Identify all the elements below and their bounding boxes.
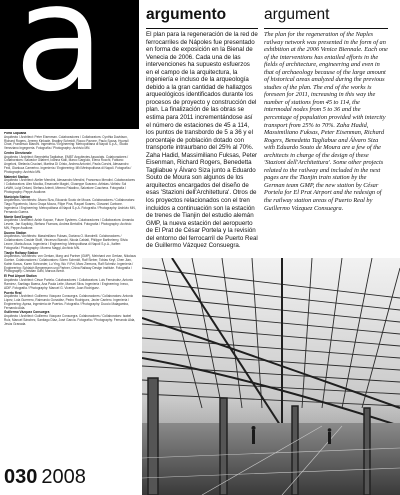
- credit-title: Puerto Real: [4, 290, 22, 295]
- credit-text: Arquitecto / Architect: Peter Eisenman. Colaboradores / Collaborators: Cynthia Davidson, Richard Rogers, Jeremy Kinkade, Bradley Schmidt, Rocco Pavone, Paulo Sousa, Hyunsil Chae, Francesco Bianchi. Ingeniería / Engineering: Metropolitana di Napoli S.p.A., Studio Veneziano Ingegneria. Fotografía / Photography: Archivio MN.: [4, 134, 129, 150]
- section-letter: a: [14, 0, 105, 124]
- credit-entry: [4, 196, 136, 215]
- credit-entry: [4, 275, 136, 290]
- credit-text: Arquitectos / Architects: Massimiliano Fuksas, Doriana O. Mandrelli. Colaboradores / Collaborators: Davide Stolfi, Vincenzo Bianchi, Nicola Cabiati, Philippe Barthelemy, Silvia Leone, Marta Aroca. Ingeniería / Engineering: Metropolitana di Napoli S.p.A., Italferr. Fotografía / Photography: Moreno Maggi, Archivio MN.: [4, 234, 128, 250]
- body-text-spanish: El plan para la regeneración de la red de ferrocarriles de Nápoles fue presentado en forma de exposición en la Bienal de Venecia de 2006. Cada una de las intervenciones ha supuesto esfuerzos en el campo de la arquitectura, la ingeniería e incluso de la arqueología debido a la gran cantidad de hallazgos arqueológicos identificados durante los procesos de proyecto y construcción del plan. La finalización de las obras se estima para 2011 incrementándose así el número de estaciones de 45 a 114, los puntos de transbordo de 5 a 36 y el porcentaje de población dotado con transporte intraurbano del 25% al 70%. Zaha Hadid, Massimiliano Fuksas, Peter Eisenman, Richard Rogers, Benedetta Tagliabue y Álvaro Siza junto a Eduardo Souto de Moura son algunos de los arquitectos encargados del diseño de esas 'Stazioni dell'Architettura'. Otros de los proyectos relacionados con el tren incluidos a continuación son la estación de trenes de Tianjin del estudio alemán GMP, la nueva estación del aeropuerto de El Prat de César Portela y la revisión del entorno del ferrocarril de Puerto Real de Guillermo Vázquez Consuegra.: [146, 31, 258, 250]
- credit-text: Arquitecto / Architect: Anish Kapoor, Future Systems. Colaboradores / Collaborators: Amanda Levete, Jan Kaplicky, Stefano Fiumara, Andrea Bertollini. Fotografía / Photography: Archivio MN, Peppe Avallone.: [4, 218, 134, 230]
- credit-entry: [4, 132, 136, 151]
- credit-title: Duomo Station: [4, 230, 27, 235]
- photo-illustration: [142, 258, 400, 495]
- credit-text: Arquitectos / Architects: Álvaro Siza, Eduardo Souto de Moura. Colaboradores / Collaborators: Tiago Figueiredo, Nuno Graça Moura, Filipe Pina, Raquel Soares, Giovanni Carbone. Ingeniería / Engineering: Metropolitana di Napoli S.p.A. Fotografía / Photography: Archivio MN, Fernando Guerra.: [4, 198, 136, 214]
- credit-title: Porta Capuana: [4, 132, 27, 135]
- title-rule-english: [264, 28, 388, 29]
- page-footer: [4, 466, 86, 488]
- credit-entry: [4, 252, 136, 275]
- credit-title: Centro Direzionale: [4, 150, 32, 155]
- title-rule-spanish: [146, 28, 258, 29]
- issue-year: 2008: [41, 466, 86, 488]
- credit-text: Arquitecto / Architect: César Portela. Colaboradores / Collaborators: Luis Fernández, Antonio Ramírez, Santiago Baena, Ana Paula Leite, Manuel Silva. Ingeniería / Engineering: Ineco, ADIF. Fotografía / Photography: Manuel G. Vicente, Juan Rodríguez.: [4, 278, 134, 290]
- station-interior-photo: [142, 258, 400, 495]
- credit-text: Arquitecto / Architect: Guillermo Vázquez Consuegra. Colaboradores / Collaborators: Isabel Ruiz, Manuel Sánchez, Santiago Díaz, José García. Fotografía / Photography: Fernando Alda, Jesús Granada.: [4, 314, 136, 326]
- body-text-english: The plan for the regeneration of the Naples railway network was presented in the form of an exhibition at the 2006 Venice Biennale. Each one of the interventions has entailed efforts in the fields of architecture, engineering and even in that of archaeology because of the large amount of historical areas analyzed during the previous studies of the plan. The end of the works is foreseen for 2011, increasing in this way the number of stations from 45 to 114, the intermodal nodes from 5 to 36 and the percentage of population provided with intercity transport from 25% to 70%. Zaha Hadid, Massimiliano Fuksas, Peter Eisenman, Richard Rogers, Benedetta Tagliabue and Álvaro Siza with Eduardo Souto de Moura are a few of the architects in charge of the design of these 'Stazioni dell'Architettura'. Some other projects related to the railway and included in the next pages are the Tianjin train station by the German team GMP, the new station by César Portela for El Prat Airport and the redesign of the railway station areas of Puerto Real by Guillermo Vázquez Consuegra.: [264, 31, 388, 212]
- credit-entry: [4, 152, 136, 175]
- credit-entry: [4, 216, 136, 231]
- credit-entry: [4, 232, 136, 251]
- title-spanish: argumento: [146, 6, 227, 23]
- credit-text: Arquitecto / Architect: Atelier Mendini, Alessandro Mendini, Francesco Mendini. Colaboradores / Collaborators: Alex Mocika, Emanuele Magini, Giuseppe Scarano. Artistas / Artists: Sol LeWitt, Luigi Ontani, Stefano Arienti, Mimmo Paladino, Salvatore Cuschera. Fotografía / Photography: Peppe Avallone.: [4, 178, 135, 194]
- section-letter-block: [0, 0, 139, 129]
- credit-text: Arquitecto / Architect: Benedetta Tagliabue, EMBT Arquitectes Associats. Colaboradores / Collaborators: Salvador Gilabert, Ioanna Kalli, Marco Gargiulo, Elena Rocchi, Fabiano Angeloni, Stefania Cruciani, Martina Di Cristo, Andrea Antonini, Paola Corsini, Alessandro Fedi, Gianluca Camerino. Ingeniería / Engineering: MN Metropolitana di Napoli. Fotografía / Photography: Archivio MN.: [4, 154, 132, 174]
- title-english: argument: [264, 6, 330, 23]
- credit-title: Tianjin Railway Station: [4, 250, 39, 255]
- credit-text: Arquitectos / Architects: von Gerkan, Marg und Partner (GMP), Meinhard von Gerkan, Nikolaus Goetze. Colaboradores / Collaborators: Sören Schmidt, Ralf Sieber, Tobias Keyl, Chen Jian, Katrin Kanus, Karen Schroeder, Lu Ying, Wu Yi Fei, Marc Ziemons, Ralf Schmitz. Ingeniería / Engineering: Schlaich Bergermann und Partner, China Railway Design Institute. Fotografía / Photography: Christian Gahl, Marcus Bredt.: [4, 254, 136, 274]
- credit-title: Municipio Station: [4, 194, 31, 199]
- credits-column: [4, 132, 136, 454]
- credit-title: Guillermo Vázquez Consuegra: [4, 310, 50, 315]
- credit-entry: [4, 311, 136, 326]
- credit-text: Arquitecto / Architect: Guillermo Vázquez Consuegra. Colaboradores / Collaborators: Antonio López, Lola Guerrero, Raimundo González, Pedro Rodríguez, Javier Cantero. Ingeniería / Engineering: Ayesa, Ingeniería de Puertos. Fotografía / Photography: Duccio Malagamba, Fernando Alda.: [4, 294, 134, 310]
- credit-title: El Prat Airport Station: [4, 274, 37, 279]
- credit-entry: [4, 176, 136, 195]
- credit-entry: [4, 292, 136, 311]
- credit-title: Monte Sant'Angelo: [4, 214, 33, 219]
- credit-title: Materdei Station: [4, 174, 29, 179]
- issue-number: 030: [4, 466, 38, 488]
